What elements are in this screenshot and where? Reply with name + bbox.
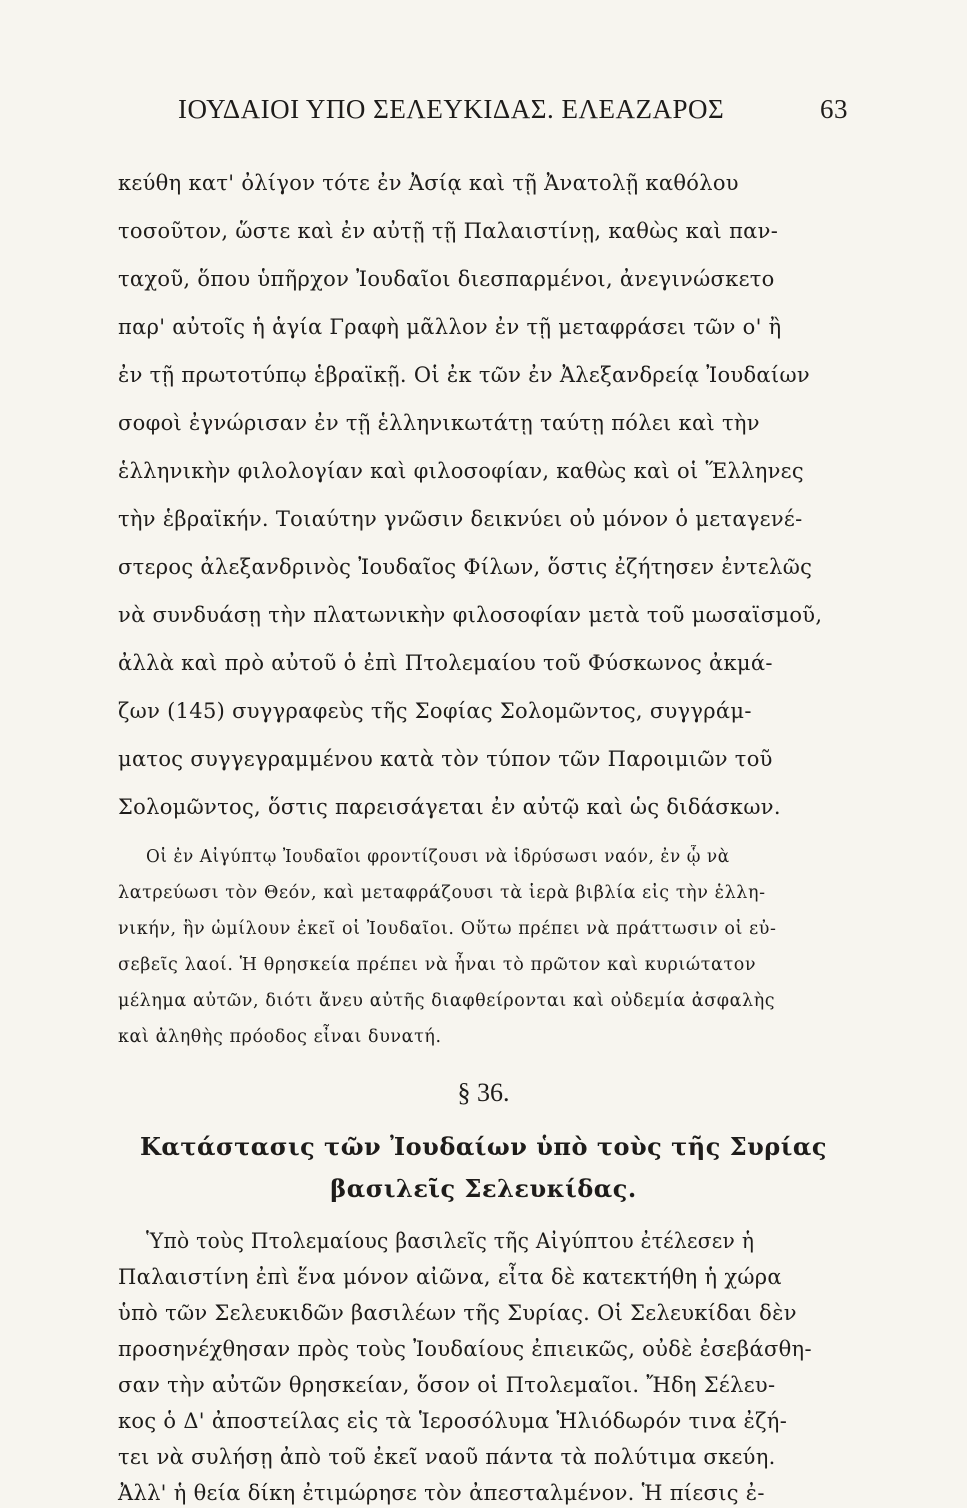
page-number: 63: [820, 94, 848, 124]
note-line: Οἱ ἐν Αἰγύπτῳ Ἰουδαῖοι φροντίζουσι νὰ ἱδρύσωσι ναόν, ἐν ᾧ νὰ: [146, 847, 730, 867]
text-line: στερος ἀλεξανδρινὸς Ἰουδαῖος Φίλων, ὅστις ἐζήτησεν ἐντελῶς: [118, 555, 813, 579]
note-line: μέλημα αὐτῶν, διότι ἄνευ αὐτῆς διαφθείρονται καὶ οὐδεμία ἀσφαλὴς: [118, 991, 776, 1011]
text-line: ματος συγγεγραμμένου κατὰ τὸν τύπον τῶν Παροιμιῶν τοῦ: [118, 747, 773, 771]
section-heading-line-1: Κατάστασις τῶν Ἰουδαίων ὑπὸ τοὺς τῆς Συρίας: [140, 1132, 827, 1161]
text-line: κεύθη κατ' ὀλίγον τότε ἐν Ἀσίᾳ καὶ τῇ Ἀνατολῇ καθόλου: [118, 171, 739, 195]
text-line: Παλαιστίνη ἐπὶ ἕνα μόνον αἰῶνα, εἶτα δὲ κατεκτήθη ἡ χώρα: [118, 1265, 782, 1289]
text-line: ζων (145) συγγραφεὺς τῆς Σοφίας Σολομῶντος, συγγράμ-: [118, 699, 752, 723]
text-line: σαν τὴν αὐτῶν θρησκείαν, ὅσον οἱ Πτολεμαῖοι. Ἤδη Σέλευ-: [118, 1373, 776, 1397]
text-line: τοσοῦτον, ὥστε καὶ ἐν αὐτῇ τῇ Παλαιστίνῃ, καθὼς καὶ παν-: [118, 219, 779, 243]
text-line: παρ' αὐτοῖς ἡ ἁγία Γραφὴ μᾶλλον ἐν τῇ μεταφράσει τῶν ο' ἢ: [118, 315, 782, 339]
text-line: νὰ συνδυάσῃ τὴν πλατωνικὴν φιλοσοφίαν μετὰ τοῦ μωσαϊσμοῦ,: [118, 603, 823, 627]
text-line: προσηνέχθησαν πρὸς τοὺς Ἰουδαίους ἐπιεικῶς, οὐδὲ ἐσεβάσθη-: [118, 1337, 812, 1361]
section-number: § 36.: [457, 1078, 510, 1107]
text-line: ἑλληνικὴν φιλολογίαν καὶ φιλοσοφίαν, καθὼς καὶ οἱ Ἕλληνες: [118, 459, 804, 483]
text-line: Σολομῶντος, ὅστις παρεισάγεται ἐν αὐτῷ καὶ ὡς διδάσκων.: [118, 795, 781, 819]
text-line: ὑπὸ τῶν Σελευκιδῶν βασιλέων τῆς Συρίας. Οἱ Σελευκίδαι δὲν: [118, 1301, 797, 1325]
note-line: λατρεύωσι τὸν Θεόν, καὶ μεταφράζουσι τὰ ἱερὰ βιβλία εἰς τὴν ἑλλη-: [118, 883, 766, 903]
text-line: τὴν ἑβραϊκήν. Τοιαύτην γνῶσιν δεικνύει οὐ μόνον ὁ μεταγενέ-: [118, 507, 803, 531]
note-line: σεβεῖς λαοί. Ἡ θρησκεία πρέπει νὰ ἦναι τὸ πρῶτον καὶ κυριώτατον: [118, 955, 757, 975]
note-line: καὶ ἀληθὴς πρόοδος εἶναι δυνατή.: [118, 1027, 442, 1047]
text-line: ταχοῦ, ὅπου ὑπῆρχον Ἰουδαῖοι διεσπαρμένοι, ἀνεγινώσκετο: [118, 267, 775, 291]
text-line: Ἀλλ' ἡ θεία δίκη ἐτιμώρησε τὸν ἀπεσταλμένον. Ἡ πίεσις ἐ-: [118, 1481, 765, 1505]
text-line: τει νὰ συλήσῃ ἀπὸ τοῦ ἐκεῖ ναοῦ πάντα τὰ πολύτιμα σκεύη.: [118, 1445, 776, 1469]
text-line: κος ὁ Δ' ἀποστείλας εἰς τὰ Ἱεροσόλυμα Ἡλιόδωρόν τινα ἐζή-: [118, 1409, 788, 1433]
text-line: Ὑπὸ τοὺς Πτολεμαίους βασιλεῖς τῆς Αἰγύπτου ἐτέλεσεν ἡ: [146, 1229, 755, 1253]
text-line: ἐν τῇ πρωτοτύπῳ ἑβραϊκῇ. Οἱ ἐκ τῶν ἐν Ἀλεξανδρείᾳ Ἰουδαίων: [118, 363, 810, 387]
note-line: νικήν, ἣν ὡμίλουν ἐκεῖ οἱ Ἰουδαῖοι. Οὕτω πρέπει νὰ πράττωσιν οἱ εὐ-: [118, 919, 777, 939]
running-title: ΙΟΥΔΑΙΟΙ ΥΠΟ ΣΕΛΕΥΚΙΔΑΣ. ΕΛΕΑΖΑΡΟΣ: [178, 94, 725, 124]
text-line: ἀλλὰ καὶ πρὸ αὐτοῦ ὁ ἐπὶ Πτολεμαίου τοῦ Φύσκωνος ἀκμά-: [118, 651, 773, 675]
section-heading-line-2: βασιλεῖς Σελευκίδας.: [330, 1174, 637, 1203]
running-header: [178, 94, 848, 134]
text-line: σοφοὶ ἐγνώρισαν ἐν τῇ ἑλληνικωτάτῃ ταύτῃ πόλει καὶ τὴν: [118, 411, 760, 435]
